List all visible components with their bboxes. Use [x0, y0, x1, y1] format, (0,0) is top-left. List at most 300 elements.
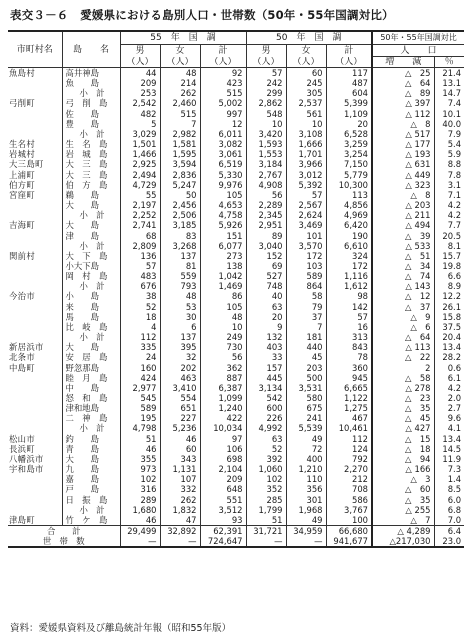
- male-55-cell: 68: [120, 231, 160, 241]
- municipality-cell: [8, 474, 62, 484]
- percent-cell: 13.4: [434, 434, 464, 444]
- percent-cell: 10.1: [434, 109, 464, 119]
- header-census-50: 50 年 国 調: [246, 31, 372, 45]
- change-cell: △ 177: [372, 139, 434, 149]
- percent-cell: 37.5: [434, 322, 464, 332]
- total-50-cell: 112: [326, 434, 372, 444]
- municipality-cell: [8, 312, 62, 322]
- change-cell: △ 193: [372, 149, 434, 159]
- percent-cell: 5.9: [434, 149, 464, 159]
- male-50-cell: 2,767: [246, 170, 286, 180]
- percent-cell: 23.0: [434, 536, 464, 547]
- municipality-cell: [8, 423, 62, 433]
- male-50-cell: 3,134: [246, 383, 286, 393]
- percent-cell: 12.2: [434, 291, 464, 301]
- total-50-cell: 7,150: [326, 159, 372, 169]
- female-55-cell: 1,581: [160, 139, 200, 149]
- male-55-cell: 483: [120, 271, 160, 281]
- total-50-cell: 313: [326, 332, 372, 342]
- change-cell: △ 60: [372, 484, 434, 494]
- municipality-cell: 魚島村: [9, 68, 36, 78]
- male-55-cell: 545: [120, 393, 160, 403]
- total-55-cell: 1,469: [200, 281, 246, 291]
- female-55-cell: 3,268: [160, 241, 200, 251]
- total-50-cell: 4,969: [326, 210, 372, 220]
- male-55-cell: 112: [120, 332, 160, 342]
- municipality-cell: 宮窪町: [9, 189, 36, 200]
- male-55-cell: 4,729: [120, 180, 160, 190]
- total-50-cell: 843: [326, 342, 372, 352]
- percent-cell: 5.4: [434, 139, 464, 149]
- female-55-cell: 60: [160, 444, 200, 454]
- subtotal-row: [8, 88, 464, 98]
- male-50-cell: 157: [246, 363, 286, 373]
- total-50-cell: 117: [326, 68, 372, 79]
- header-unit-male-55: （人）: [120, 57, 160, 68]
- table-row: [8, 139, 464, 149]
- total-55-cell: 1,099: [200, 393, 246, 403]
- female-55-cell: 48: [160, 291, 200, 301]
- table-row: [8, 393, 464, 403]
- table-row: [8, 149, 464, 159]
- male-55-cell: 160: [120, 363, 160, 373]
- total-55-cell: 10: [200, 322, 246, 332]
- female-55-cell: 30: [160, 312, 200, 322]
- table-row: [8, 322, 464, 332]
- island-cell: 戸 島: [62, 484, 120, 494]
- total-50-cell: 78: [326, 352, 372, 362]
- island-cell: 小 計: [62, 129, 120, 139]
- male-55-cell: 2,809: [120, 241, 160, 251]
- source-note: 資料：愛媛県資料及び離島統計年報（昭和55年版）: [10, 623, 232, 634]
- total-55-cell: 105: [200, 190, 246, 200]
- male-55-cell: 289: [120, 495, 160, 505]
- total-55-cell: 5,330: [200, 170, 246, 180]
- total-55-cell: 1,042: [200, 271, 246, 281]
- island-cell: 竹 ケ 島: [62, 515, 120, 526]
- male-50-cell: 3,184: [246, 159, 286, 169]
- male-55-cell: 24: [120, 352, 160, 362]
- total-50-cell: 1,109: [326, 109, 372, 119]
- table-header: [8, 31, 464, 68]
- female-55-cell: 83: [160, 231, 200, 241]
- island-cell: 来 島: [62, 302, 120, 312]
- male-50-cell: 2,862: [246, 98, 286, 108]
- female-50-cell: 203: [286, 363, 326, 373]
- island-cell: 睦 月 島: [62, 373, 120, 383]
- male-50-cell: 1,060: [246, 464, 286, 474]
- female-55-cell: 3,594: [160, 159, 200, 169]
- change-cell: △ 113: [372, 342, 434, 352]
- male-55-cell: 46: [120, 444, 160, 454]
- subtotal-row: [8, 423, 464, 433]
- municipality-cell: [8, 231, 62, 241]
- male-55-cell: 2,977: [120, 383, 160, 393]
- total-55-cell: 551: [200, 495, 246, 505]
- male-55-cell: 973: [120, 464, 160, 474]
- female-55-cell: 2,506: [160, 210, 200, 220]
- total-55-cell: 1,240: [200, 403, 246, 413]
- female-50-cell: 589: [286, 271, 326, 281]
- change-cell: △ 37: [372, 302, 434, 312]
- female-55-cell: 651: [160, 403, 200, 413]
- change-cell: △ 64: [372, 332, 434, 342]
- percent-cell: 7.9: [434, 129, 464, 139]
- male-50-cell: 51: [246, 515, 286, 526]
- female-55-cell: 202: [160, 363, 200, 373]
- change-cell: △ 3: [372, 474, 434, 484]
- header-increase-decrease: 増 減: [372, 57, 434, 68]
- total-55-cell: 6,519: [200, 159, 246, 169]
- municipality-cell: 今治市: [9, 291, 36, 302]
- municipality-cell: 長浜町: [9, 443, 36, 454]
- table-row: [8, 373, 464, 383]
- total-50-cell: 10,300: [326, 180, 372, 190]
- total-55-cell: 5,002: [200, 98, 246, 108]
- male-55-cell: 29,499: [120, 526, 160, 537]
- total-50-cell: 100: [326, 515, 372, 526]
- female-50-cell: 245: [286, 78, 326, 88]
- population-table: [8, 30, 464, 548]
- female-50-cell: 1,666: [286, 139, 326, 149]
- female-55-cell: 343: [160, 454, 200, 464]
- female-55-cell: 515: [160, 109, 200, 119]
- total-55-cell: 9,976: [200, 180, 246, 190]
- male-50-cell: 2,289: [246, 200, 286, 210]
- female-50-cell: 49: [286, 515, 326, 526]
- female-50-cell: 3,108: [286, 129, 326, 139]
- percent-cell: 14.5: [434, 444, 464, 454]
- percent-cell: 4.2: [434, 210, 464, 220]
- change-cell: △ 89: [372, 88, 434, 98]
- female-50-cell: 1,210: [286, 464, 326, 474]
- female-50-cell: 301: [286, 495, 326, 505]
- municipality-cell: [8, 281, 62, 291]
- total-55-cell: 3,061: [200, 149, 246, 159]
- percent-cell: 7.1: [434, 190, 464, 200]
- female-55-cell: 2,456: [160, 200, 200, 210]
- male-55-cell: 18: [120, 312, 160, 322]
- male-55-cell: 335: [120, 342, 160, 352]
- total-50-cell: 6,528: [326, 129, 372, 139]
- change-cell: △ 533: [372, 241, 434, 251]
- total-50-cell: 6,610: [326, 241, 372, 251]
- percent-cell: 7.3: [434, 464, 464, 474]
- island-cell: 怒 和 島: [62, 393, 120, 403]
- male-55-cell: 355: [120, 454, 160, 464]
- table-row: [8, 403, 464, 413]
- table-row: [8, 220, 464, 230]
- total-50-cell: 487: [326, 78, 372, 88]
- male-55-cell: 253: [120, 88, 160, 98]
- percent-cell: 15.7: [434, 251, 464, 261]
- table-row: [8, 342, 464, 352]
- header-female-50: 女: [286, 45, 326, 57]
- total-55-cell: 249: [200, 332, 246, 342]
- total-50-cell: 98: [326, 291, 372, 301]
- header-unit-total-55: （人）: [200, 57, 246, 68]
- total-50-cell: 5,399: [326, 98, 372, 108]
- male-50-cell: 352: [246, 484, 286, 494]
- table-row: [8, 119, 464, 129]
- subtotal-row: [8, 241, 464, 251]
- island-cell: 小大下島: [62, 261, 120, 271]
- header-percent: ％: [434, 57, 464, 68]
- female-50-cell: 2,624: [286, 210, 326, 220]
- percent-cell: 4.1: [434, 423, 464, 433]
- male-50-cell: 40: [246, 291, 286, 301]
- subtotal-row: [8, 332, 464, 342]
- male-50-cell: 445: [246, 373, 286, 383]
- grand-total-label: 合 計: [8, 526, 120, 537]
- male-55-cell: 52: [120, 302, 160, 312]
- change-cell: △ 211: [372, 210, 434, 220]
- island-cell: 佐 島: [62, 109, 120, 119]
- female-55-cell: 227: [160, 413, 200, 423]
- header-male-50: 男: [246, 45, 286, 57]
- total-50-cell: 1,612: [326, 281, 372, 291]
- male-55-cell: 38: [120, 291, 160, 301]
- table-row: [8, 363, 464, 373]
- male-50-cell: 600: [246, 403, 286, 413]
- header-total-55: 計: [200, 45, 246, 57]
- female-55-cell: 47: [160, 515, 200, 526]
- island-cell: 野忽那島: [62, 363, 120, 373]
- female-55-cell: 463: [160, 373, 200, 383]
- percent-cell: 1.4: [434, 474, 464, 484]
- female-55-cell: 214: [160, 78, 200, 88]
- female-50-cell: 3,012: [286, 170, 326, 180]
- female-55-cell: —: [160, 536, 200, 547]
- total-55-cell: 997: [200, 109, 246, 119]
- municipality-cell: [8, 210, 62, 220]
- male-55-cell: 44: [120, 68, 160, 79]
- island-cell: 小 計: [62, 423, 120, 433]
- male-55-cell: 55: [120, 190, 160, 200]
- municipality-cell: [8, 484, 62, 494]
- total-50-cell: 324: [326, 251, 372, 261]
- municipality-cell: [8, 261, 62, 271]
- municipality-cell: [8, 129, 62, 139]
- change-cell: △ 34: [372, 261, 434, 271]
- island-cell: 大 島: [62, 200, 120, 210]
- change-cell: △ 45: [372, 413, 434, 423]
- island-cell: 鵜 島: [62, 190, 120, 200]
- total-50-cell: 586: [326, 495, 372, 505]
- total-55-cell: 6,387: [200, 383, 246, 393]
- change-cell: △ 323: [372, 180, 434, 190]
- table-row: [8, 98, 464, 108]
- female-50-cell: 241: [286, 413, 326, 423]
- total-55-cell: 48: [200, 312, 246, 322]
- subtotal-row: [8, 129, 464, 139]
- percent-cell: 2.7: [434, 403, 464, 413]
- female-50-cell: 103: [286, 261, 326, 271]
- female-55-cell: 32,892: [160, 526, 200, 537]
- island-cell: 大 三 島: [62, 170, 120, 180]
- female-50-cell: 305: [286, 88, 326, 98]
- total-55-cell: 62,391: [200, 526, 246, 537]
- change-cell: △ 278: [372, 383, 434, 393]
- male-50-cell: 285: [246, 495, 286, 505]
- municipality-cell: [8, 271, 62, 281]
- total-50-cell: 142: [326, 302, 372, 312]
- table-row: [8, 444, 464, 454]
- table-row: [8, 474, 464, 484]
- percent-cell: 8.9: [434, 281, 464, 291]
- island-cell: 大 島: [62, 342, 120, 352]
- female-50-cell: 3,570: [286, 241, 326, 251]
- municipality-cell: [8, 413, 62, 423]
- header-municipality: 市町村名: [8, 31, 62, 68]
- percent-cell: 8.5: [434, 484, 464, 494]
- change-cell: △ 51: [372, 251, 434, 261]
- female-50-cell: 72: [286, 444, 326, 454]
- male-55-cell: 2,741: [120, 220, 160, 230]
- male-50-cell: 132: [246, 332, 286, 342]
- table-row: [8, 352, 464, 362]
- table-row: [8, 109, 464, 119]
- female-50-cell: 60: [286, 68, 326, 79]
- male-50-cell: 102: [246, 474, 286, 484]
- island-cell: 大 三 島: [62, 159, 120, 169]
- change-cell: △ 9: [372, 312, 434, 322]
- change-cell: △ 4,289: [372, 526, 434, 537]
- table-row: [8, 190, 464, 200]
- female-50-cell: 7: [286, 322, 326, 332]
- change-cell: △217,030: [372, 536, 434, 547]
- header-island: 島 名: [62, 31, 120, 68]
- header-population: 人 口: [372, 45, 464, 57]
- total-55-cell: 2,104: [200, 464, 246, 474]
- municipality-cell: [8, 78, 62, 88]
- municipality-cell: [8, 88, 62, 98]
- change-cell: △ 18: [372, 444, 434, 454]
- island-cell: 大 下 島: [62, 251, 120, 261]
- female-50-cell: 101: [286, 231, 326, 241]
- percent-cell: 8.1: [434, 241, 464, 251]
- female-55-cell: 48: [160, 68, 200, 79]
- male-50-cell: 33: [246, 352, 286, 362]
- table-row: [8, 302, 464, 312]
- total-55-cell: 97: [200, 434, 246, 444]
- male-50-cell: 527: [246, 271, 286, 281]
- subtotal-row: [8, 210, 464, 220]
- male-50-cell: 56: [246, 190, 286, 200]
- island-cell: 大 島: [62, 454, 120, 464]
- female-55-cell: 32: [160, 352, 200, 362]
- female-50-cell: 45: [286, 352, 326, 362]
- table-row: [8, 180, 464, 190]
- percent-cell: 14.7: [434, 88, 464, 98]
- island-cell: 岡 村 島: [62, 271, 120, 281]
- total-50-cell: 1,116: [326, 271, 372, 281]
- male-50-cell: 403: [246, 342, 286, 352]
- total-50-cell: 467: [326, 413, 372, 423]
- total-50-cell: 360: [326, 363, 372, 373]
- male-50-cell: 52: [246, 444, 286, 454]
- total-50-cell: 2,270: [326, 464, 372, 474]
- municipality-cell: [8, 302, 62, 312]
- total-55-cell: 56: [200, 352, 246, 362]
- total-55-cell: 138: [200, 261, 246, 271]
- total-50-cell: 792: [326, 454, 372, 464]
- male-55-cell: 51: [120, 434, 160, 444]
- female-55-cell: 1,595: [160, 149, 200, 159]
- change-cell: △ 94: [372, 454, 434, 464]
- change-cell: △ 631: [372, 159, 434, 169]
- total-55-cell: 106: [200, 444, 246, 454]
- percent-cell: 19.8: [434, 261, 464, 271]
- change-cell: △ 8: [372, 190, 434, 200]
- island-cell: 小 島: [62, 291, 120, 301]
- male-50-cell: 2,951: [246, 220, 286, 230]
- island-cell: 比 岐 島: [62, 322, 120, 332]
- total-55-cell: 151: [200, 231, 246, 241]
- total-50-cell: 945: [326, 373, 372, 383]
- female-50-cell: 79: [286, 302, 326, 312]
- percent-cell: 40.0: [434, 119, 464, 129]
- female-50-cell: 3,966: [286, 159, 326, 169]
- municipality-cell: [8, 393, 62, 403]
- male-50-cell: 3,420: [246, 129, 286, 139]
- male-55-cell: 2,542: [120, 98, 160, 108]
- table-row: [8, 291, 464, 301]
- female-50-cell: 675: [286, 403, 326, 413]
- percent-cell: 11.9: [434, 454, 464, 464]
- male-55-cell: 3,029: [120, 129, 160, 139]
- male-50-cell: 548: [246, 109, 286, 119]
- percent-cell: 26.1: [434, 302, 464, 312]
- households-label: 世 帯 数: [8, 536, 120, 547]
- male-50-cell: 63: [246, 434, 286, 444]
- percent-cell: 2.0: [434, 393, 464, 403]
- municipality-cell: 新居浜市: [9, 342, 44, 353]
- total-55-cell: 105: [200, 302, 246, 312]
- female-55-cell: 554: [160, 393, 200, 403]
- male-55-cell: 4,798: [120, 423, 160, 433]
- female-55-cell: 1,131: [160, 464, 200, 474]
- subtotal-row: [8, 281, 464, 291]
- total-50-cell: 4,856: [326, 200, 372, 210]
- total-50-cell: 6,420: [326, 220, 372, 230]
- total-55-cell: 698: [200, 454, 246, 464]
- island-cell: 弓 削 島: [62, 98, 120, 108]
- male-50-cell: 2,345: [246, 210, 286, 220]
- female-55-cell: 2,460: [160, 98, 200, 108]
- total-50-cell: 66,680: [326, 526, 372, 537]
- total-50-cell: 1,122: [326, 393, 372, 403]
- island-cell: 二 神 島: [62, 413, 120, 423]
- island-cell: 嘉 島: [62, 474, 120, 484]
- total-50-cell: 3,767: [326, 505, 372, 515]
- municipality-cell: 宇和島市: [9, 464, 44, 475]
- municipality-cell: [8, 403, 62, 413]
- female-50-cell: 440: [286, 342, 326, 352]
- female-50-cell: 1,701: [286, 149, 326, 159]
- municipality-cell: [8, 109, 62, 119]
- municipality-cell: 大三島町: [9, 159, 44, 170]
- change-cell: △ 35: [372, 403, 434, 413]
- female-55-cell: 107: [160, 474, 200, 484]
- female-55-cell: 50: [160, 190, 200, 200]
- male-55-cell: 316: [120, 484, 160, 494]
- percent-cell: 8.8: [434, 159, 464, 169]
- female-55-cell: 3,410: [160, 383, 200, 393]
- percent-cell: 7.4: [434, 98, 464, 108]
- total-50-cell: 708: [326, 484, 372, 494]
- percent-cell: 4.2: [434, 200, 464, 210]
